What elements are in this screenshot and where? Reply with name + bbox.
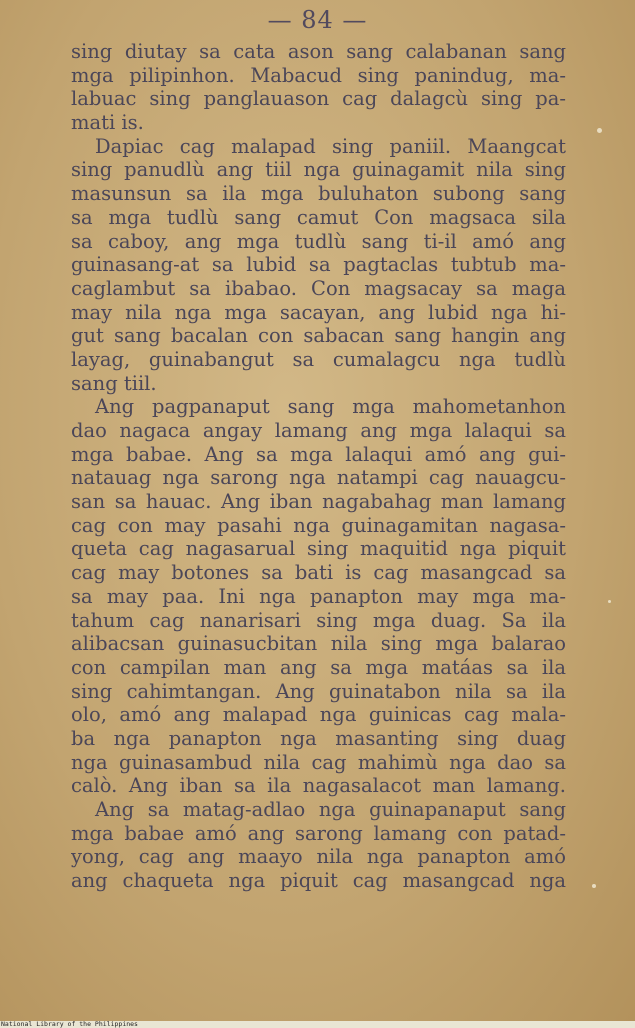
text-line: sing panudlù ang tiil nga guinagamit nila sing xyxy=(71,158,566,182)
text-line: layag, guinabangut sa cumalagcu nga tudlù xyxy=(71,347,566,371)
text-line: cag may botones sa bati is cag masangcad sa xyxy=(71,561,566,585)
text-line: masunsun sa ila mga buluhaton subong sang xyxy=(71,182,566,206)
text-line: may nila nga mga sacayan, ang lubid nga hi- xyxy=(71,300,566,324)
text-line: cag con may pasahi nga guinagamitan nagasa- xyxy=(71,513,566,537)
text-line: sing diutay sa cata ason sang calabanan sang xyxy=(71,40,566,63)
text-line: san sa hauac. Ang iban nagabahag man lamang xyxy=(71,490,566,514)
text-line: calò. Ang iban sa ila nagasalacot man lamang. xyxy=(71,774,566,798)
library-credit: National Library of the Philippines xyxy=(1,1020,138,1028)
text-line: olo, amó ang malapad nga guinicas cag mala- xyxy=(71,703,566,727)
text-line: guinasang-at sa lubid sa pagtaclas tubtub ma- xyxy=(71,253,566,277)
text-line: mga babae amó ang sarong lamang con patad- xyxy=(71,821,566,845)
paper-spot xyxy=(592,884,596,888)
page-number: — 84 — xyxy=(267,6,368,34)
text-line: alibacsan guinasucbitan nila sing mga balarao xyxy=(71,632,566,656)
text-line: Dapiac cag malapad sing paniil. Maangcat xyxy=(95,134,566,158)
text-line: gut sang bacalan con sabacan sang hangin ang xyxy=(71,324,566,348)
text-line: sa mga tudlù sang camut Con magsaca sila xyxy=(71,205,566,229)
text-line: sang tiil. xyxy=(71,371,157,395)
text-line: dao nagaca angay lamang ang mga lalaqui sa xyxy=(71,419,566,442)
text-line: tahum cag nanarisari sing mga duag. Sa ila xyxy=(71,608,566,632)
text-line: ba nga panapton nga masanting sing duag xyxy=(71,726,566,750)
text-line: caglambut sa ibabao. Con magsacay sa maga xyxy=(71,276,566,300)
text-line: yong, cag ang maayo nila nga panapton amó xyxy=(71,845,566,869)
text-line: nga guinasambud nila cag mahimù nga dao sa xyxy=(71,750,566,774)
text-line: ang chaqueta nga piquit cag masangcad nga xyxy=(71,869,566,893)
text-line: Ang sa matag-adlao nga guinapanaput sang xyxy=(95,798,566,821)
text-line: natauag nga sarong nga natampi cag nauagcu- xyxy=(71,466,566,490)
paper-spot xyxy=(608,600,611,603)
text-line: Ang pagpanaput sang mga mahometanhon xyxy=(95,395,566,419)
page-text xyxy=(71,40,566,893)
text-line: mga babae. Ang sa mga lalaqui amó ang gui- xyxy=(71,442,566,466)
text-line: mati is. xyxy=(71,111,144,135)
text-line: con campilan man ang sa mga matáas sa ila xyxy=(71,655,566,679)
paper-spot xyxy=(597,128,602,133)
text-line: queta cag nagasarual sing maquitid nga piquit xyxy=(71,537,566,561)
text-line: sing cahimtangan. Ang guinatabon nila sa ila xyxy=(71,679,566,703)
text-line: labuac sing panglauason cag dalagcù sing pa- xyxy=(71,87,566,111)
text-line: sa may paa. Ini nga panapton may mga ma- xyxy=(71,584,566,608)
text-line: mga pilipinhon. Mabacud sing panindug, ma- xyxy=(71,63,566,87)
text-line: sa caboy, ang mga tudlù sang ti-il amó ang xyxy=(71,229,566,253)
